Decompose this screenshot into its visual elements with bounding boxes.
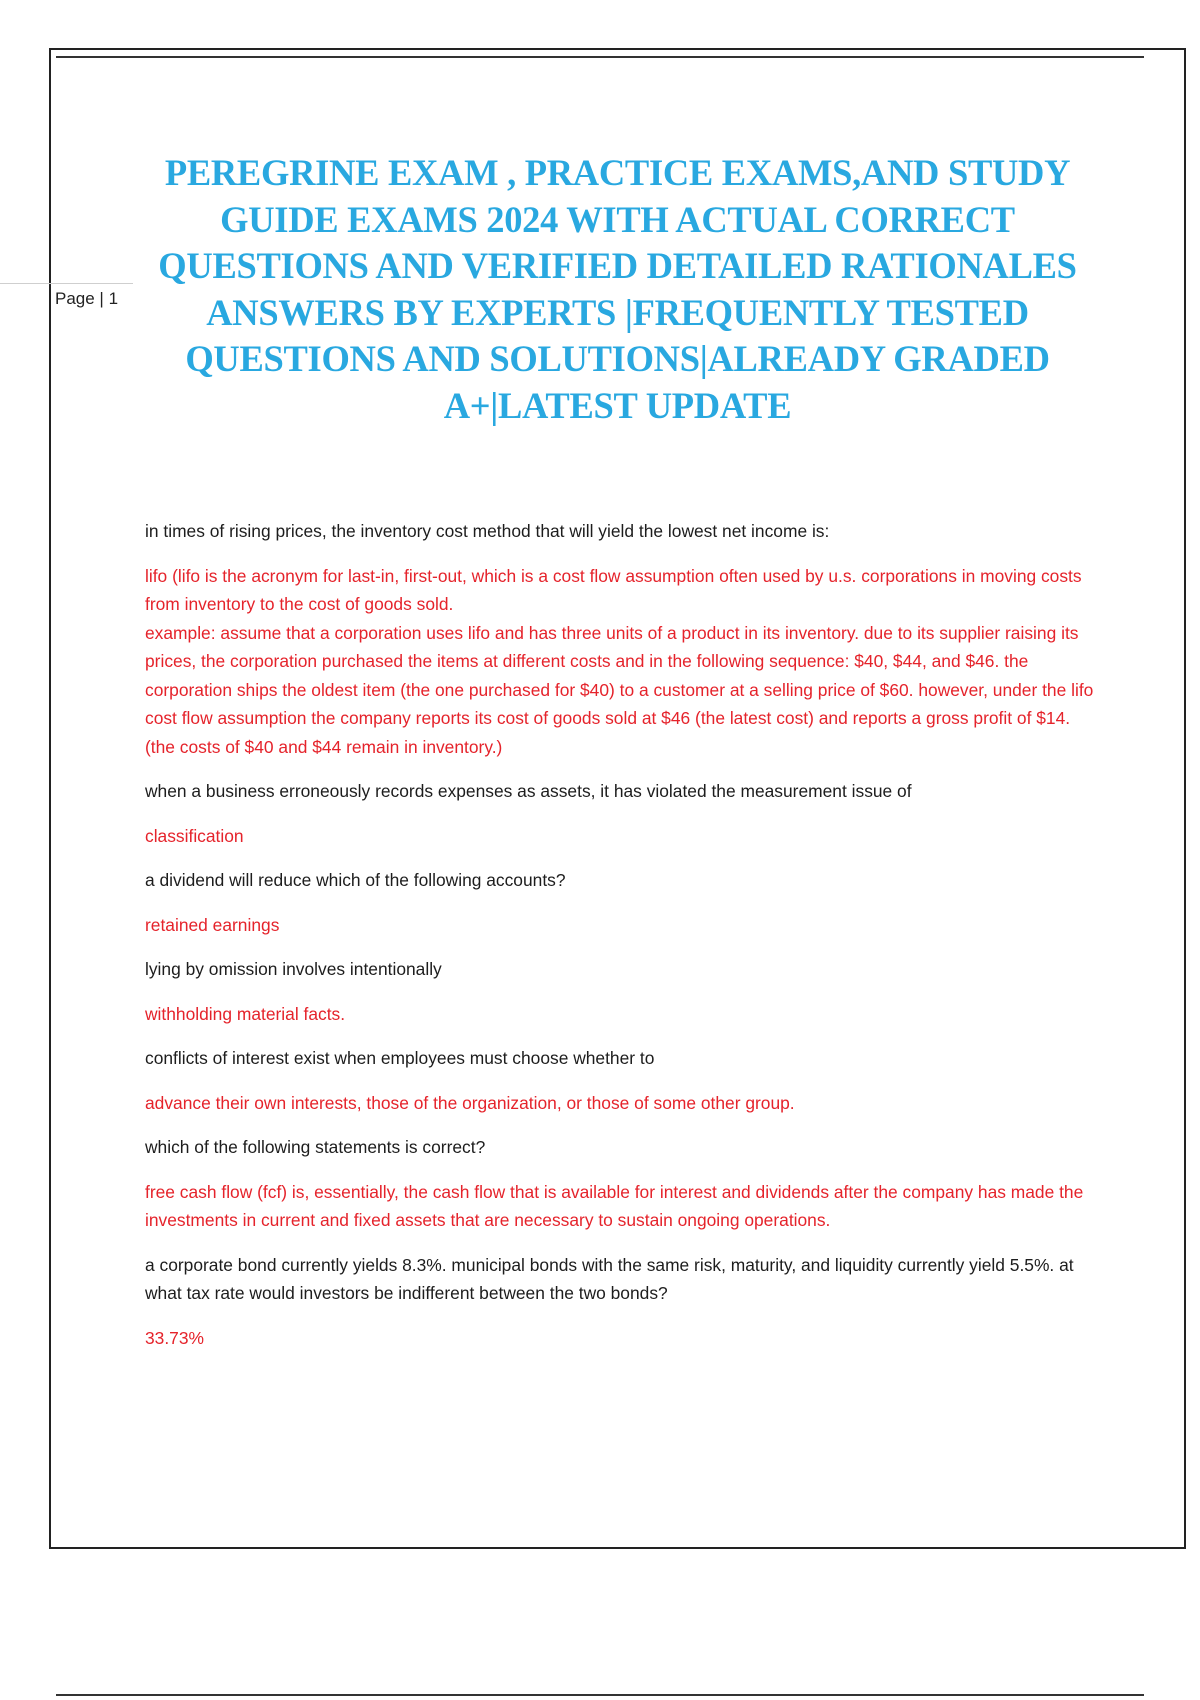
answer-1	[145, 562, 1100, 762]
question-2: when a business erroneously records expenses as assets, it has violated the measurement issue of	[145, 781, 912, 801]
answer-1-line-2: example: assume that a corporation uses lifo and has three units of a product in its inventory. due to its supplier raising its prices, the corporation purchased the items at different costs and in the following sequence: $40, $44, and $46. the corporation ships the oldest item (the one purchased for $40) to a customer at a selling price of $60. however, under the lifo cost flow assumption the company reports its cost of goods sold at $46 (the latest cost) and reports a gross profit of $14. (the costs of $40 and $44 remain in inventory.)	[145, 622, 1094, 757]
question-5: conflicts of interest exist when employees must choose whether to	[145, 1048, 655, 1068]
answer-7: 33.73%	[145, 1327, 204, 1348]
answer-6: free cash flow (fcf) is, essentially, the cash flow that is available for interest and dividends after the company has made the investments in current and fixed assets that are necessary to sustain ongoing operations.	[145, 1181, 1084, 1230]
question-6: which of the following statements is correct?	[145, 1137, 486, 1157]
answer-1-line-1: lifo (lifo is the acronym for last-in, first-out, which is a cost flow assumption often used by u.s. corporations in moving costs from inventory to the cost of goods sold.	[145, 565, 1082, 614]
document-title: PEREGRINE EXAM , PRACTICE EXAMS,AND STUDY GUIDE EXAMS 2024 WITH ACTUAL CORRECT QUESTIONS AND VERIFIED DETAILED RATIONALES ANSWERS BY EXPERTS |FREQUENTLY TESTED QUESTIONS AND SOLUTIONS|ALREADY GRADED A+|LATEST UPDATE	[158, 152, 1077, 426]
footer-rule	[56, 1694, 1144, 1696]
question-7: a corporate bond currently yields 8.3%. municipal bonds with the same risk, maturity, and liquidity currently yield 5.5%. at what tax rate would investors be indifferent between the two bonds?	[145, 1254, 1074, 1303]
question-1: in times of rising prices, the inventory cost method that will yield the lowest net income is:	[145, 521, 830, 541]
page-number-rule	[0, 283, 133, 284]
answer-5: advance their own interests, those of the organization, or those of some other group.	[145, 1092, 795, 1113]
answer-3: retained earnings	[145, 914, 280, 935]
qa-content	[145, 517, 1100, 1368]
header-rule	[56, 56, 1144, 58]
answer-2: classification	[145, 825, 244, 846]
page-number: Page | 1	[55, 289, 119, 308]
question-3: a dividend will reduce which of the following accounts?	[145, 870, 566, 890]
answer-4: withholding material facts.	[145, 1003, 346, 1024]
question-4: lying by omission involves intentionally	[145, 959, 442, 979]
